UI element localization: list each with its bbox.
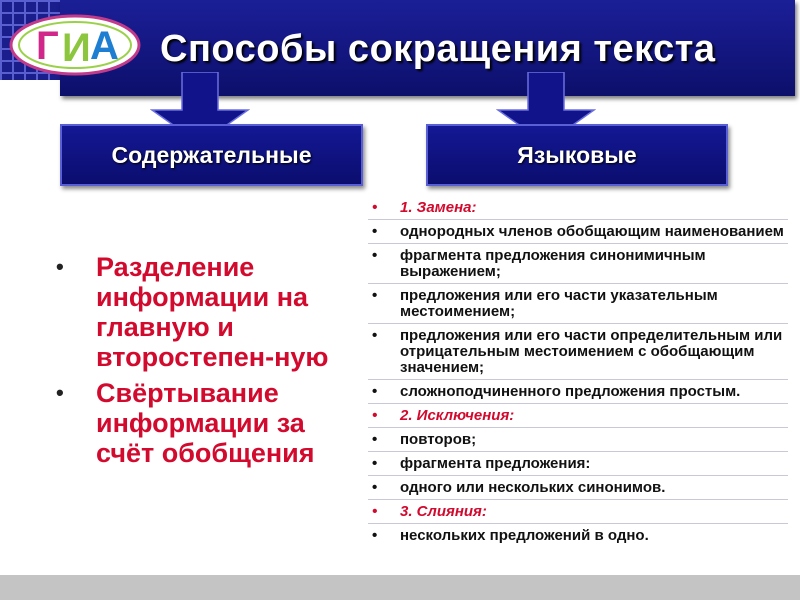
list-item: • повторов; bbox=[368, 432, 788, 452]
logo-letter-g: Г bbox=[36, 24, 59, 68]
list-item: • предложения или его части определительным или отрицательным местоимением с обобщающим значением; bbox=[368, 328, 788, 380]
language-methods-list bbox=[368, 200, 788, 547]
list-heading-merge: • 3. Слияния: bbox=[368, 504, 788, 524]
list-item: • сложноподчиненного предложения простым. bbox=[368, 384, 788, 404]
list-item: • одного или нескольких синонимов. bbox=[368, 480, 788, 500]
language-methods-box: Языковые bbox=[426, 124, 728, 186]
list-item: • нескольких предложений в одно. bbox=[368, 528, 788, 547]
list-item: • фрагмента предложения синонимичным выражением; bbox=[368, 248, 788, 284]
content-method-item: • Свёртывание информации за счёт обобщения bbox=[48, 378, 348, 468]
slide-title: Способы сокращения текста bbox=[160, 28, 716, 70]
content-method-item: • Разделение информации на главную и второстепен-ную bbox=[48, 252, 348, 372]
logo-letter-i: И bbox=[62, 26, 91, 70]
list-heading-replacement: • 1. Замена: bbox=[368, 200, 788, 220]
list-heading-exclusion: • 2. Исключения: bbox=[368, 408, 788, 428]
content-methods-list bbox=[48, 252, 348, 474]
list-item: • однородных членов обобщающим наименованием bbox=[368, 224, 788, 244]
content-methods-box: Содержательные bbox=[60, 124, 363, 186]
logo-letter-a: А bbox=[90, 24, 119, 68]
gia-logo bbox=[8, 14, 143, 76]
bottom-bar bbox=[0, 575, 800, 600]
list-item: • предложения или его части указательным местоимением; bbox=[368, 288, 788, 324]
list-item: • фрагмента предложения: bbox=[368, 456, 788, 476]
